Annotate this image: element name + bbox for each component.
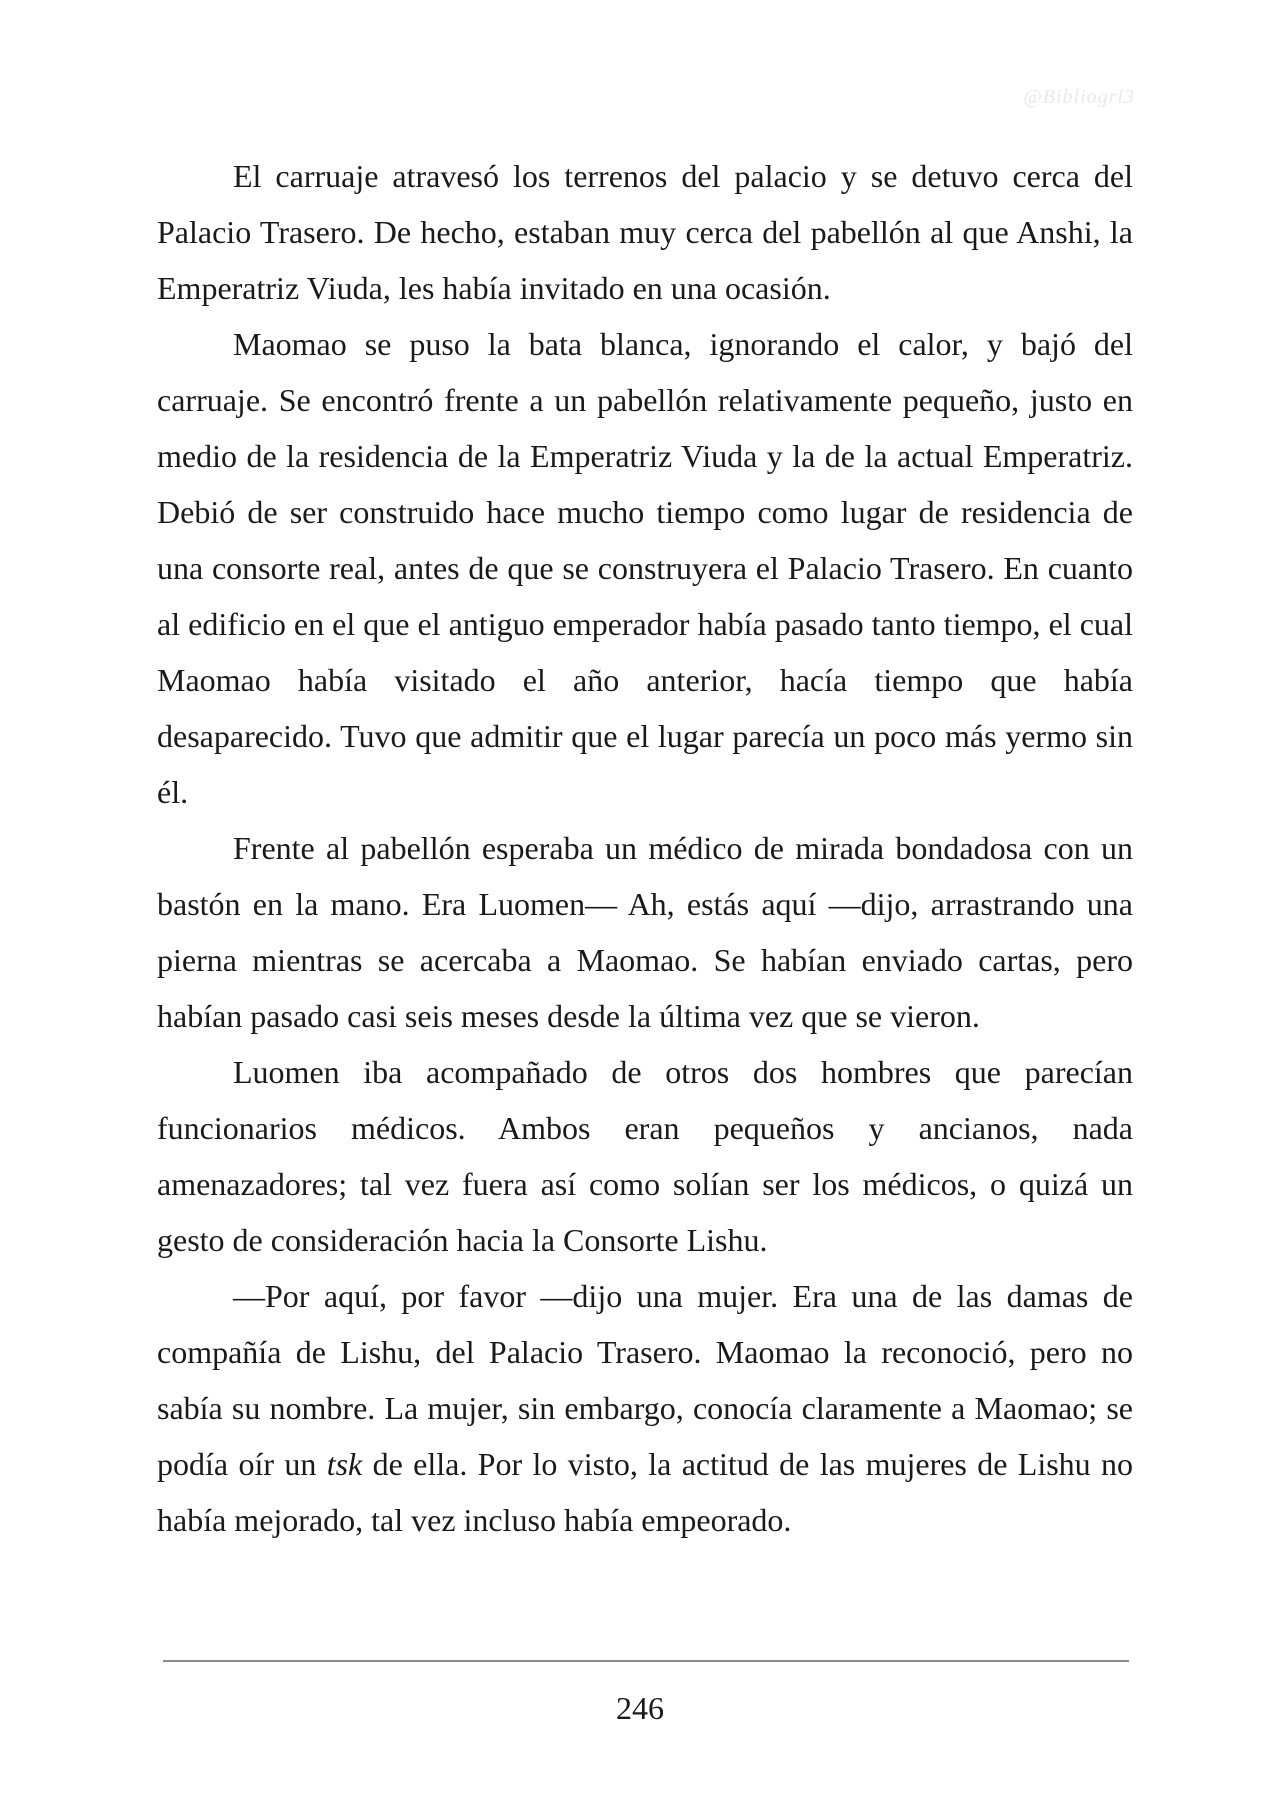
paragraph-5 bbox=[157, 1268, 1133, 1548]
paragraph-5-after: de ella. Por lo visto, la actitud de las mujeres de Lishu no había mejorado, tal vez incluso había empeorado. bbox=[157, 1446, 1134, 1538]
page-number: 246 bbox=[616, 1690, 664, 1726]
paragraph-3: Frente al pabellón esperaba un médico de mirada bondadosa con un bastón en la mano. Era Luomen— Ah, estás aquí —dijo, arrastrando una pierna mientras se acercaba a Maomao. Se habían enviado cartas, pero habían pasado casi seis meses desde la última vez que se vieron. bbox=[157, 830, 1133, 1034]
footer-divider bbox=[163, 1660, 1129, 1662]
paragraph-5-before: —Por aquí, por favor —dijo una mujer. Era una de las damas de compañía de Lishu, del Palacio Trasero. Maomao la reconoció, pero no sabía su nombre. La mujer, sin embargo, conocía claramente a Maomao; se podía oír un bbox=[157, 1278, 1133, 1482]
paragraph-5-emphasis: tsk bbox=[326, 1446, 363, 1482]
page-body bbox=[157, 148, 1133, 1548]
paragraph-4: Luomen iba acompañado de otros dos hombres que parecían funcionarios médicos. Ambos eran pequeños y ancianos, nada amenazadores; tal vez fuera así como solían ser los médicos, o quizá un gesto de consideración hacia la Consorte Lishu. bbox=[157, 1054, 1133, 1258]
paragraph-2: Maomao se puso la bata blanca, ignorando el calor, y bajó del carruaje. Se encontró frente a un pabellón relativamente pequeño, justo en medio de la residencia de la Emperatriz Viuda y la de la actual Emperatriz. Debió de ser construido hace mucho tiempo como lugar de residencia de una consorte real, antes de que se construyera el Palacio Trasero. En cuanto al edificio en el que el antiguo emperador había pasado tanto tiempo, el cual Maomao había visitado el año anterior, hacía tiempo que había desaparecido. Tuvo que admitir que el lugar parecía un poco más yermo sin él. bbox=[157, 326, 1133, 810]
paragraph-1: El carruaje atravesó los terrenos del palacio y se detuvo cerca del Palacio Trasero. De hecho, estaban muy cerca del pabellón al que Anshi, la Emperatriz Viuda, les había invitado en una ocasión. bbox=[157, 158, 1133, 306]
watermark-text: @Bibliogrl3 bbox=[1023, 86, 1135, 108]
